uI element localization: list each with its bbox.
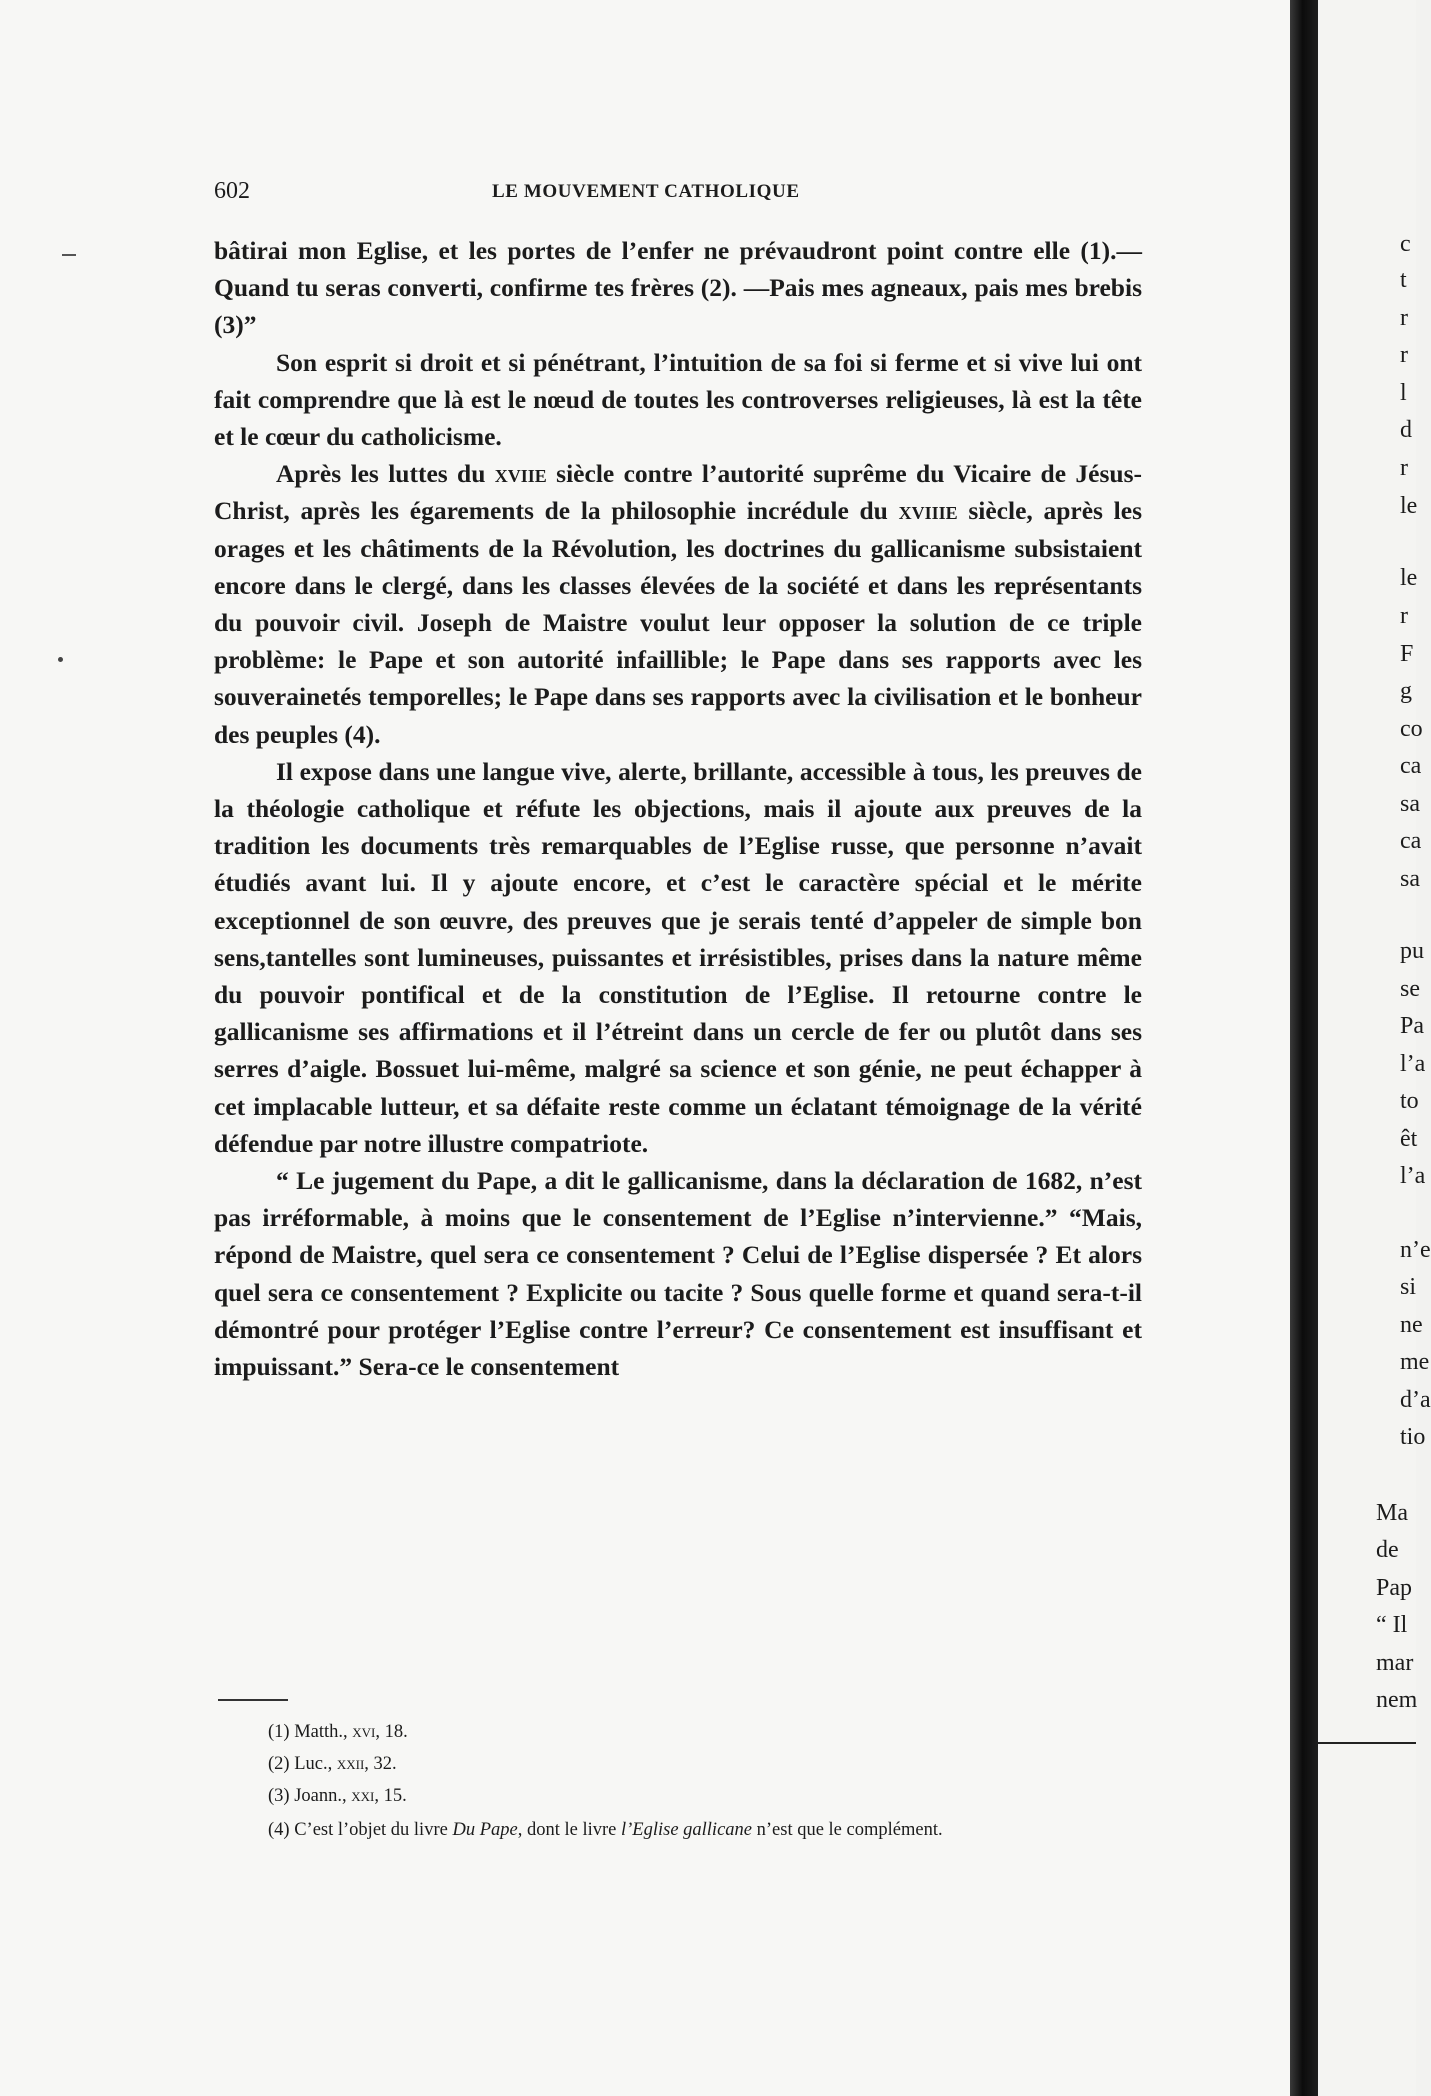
- paragraph-3: [214, 455, 1142, 753]
- facing-page-fragment: sa: [1400, 866, 1420, 892]
- footnote-4-text-b: , dont le livre: [517, 1820, 621, 1840]
- page-header: [214, 178, 1142, 212]
- facing-page-fragment: pu: [1400, 938, 1424, 964]
- margin-mark: [62, 254, 76, 256]
- footnote-1-number: (1): [268, 1722, 290, 1742]
- facing-page-fragment: ca: [1400, 753, 1422, 779]
- running-head: LE MOUVEMENT CATHOLIQUE: [492, 181, 800, 202]
- footnote-4-text-c: n’est que le complément.: [752, 1820, 943, 1840]
- facing-page-fragment: t: [1400, 267, 1407, 293]
- facing-page-fragment: l: [1400, 380, 1407, 406]
- facing-page-fragment: ca: [1400, 828, 1422, 854]
- century-17: xviie: [494, 459, 547, 489]
- facing-page-fragment: me: [1400, 1349, 1430, 1375]
- facing-page-fragment: ne: [1400, 1312, 1423, 1338]
- facing-page-fragment: le: [1400, 493, 1418, 519]
- facing-page-fragment: l’a: [1400, 1051, 1426, 1077]
- footnote-3-number: (3): [268, 1786, 290, 1806]
- book-spine-shadow: [1290, 0, 1318, 2096]
- facing-page-fragment: to: [1400, 1088, 1419, 1114]
- facing-page-fragment: Pap: [1376, 1575, 1412, 1601]
- footnote-4: [214, 1818, 1142, 1842]
- footnote-3: [214, 1780, 1142, 1812]
- facing-page-fragment: l’a: [1400, 1163, 1426, 1189]
- footnote-4-title-2: l’Eglise gallicane: [620, 1820, 752, 1840]
- footnote-1-source: Matth.,: [294, 1722, 353, 1742]
- facing-page-fragment: Pa: [1400, 1013, 1424, 1039]
- margin-speck: [58, 657, 63, 662]
- facing-page-fragment: sa: [1400, 791, 1420, 817]
- facing-page-fragment: se: [1400, 976, 1420, 1002]
- facing-page-fragment: tio: [1400, 1424, 1426, 1450]
- footnote-3-chapter: xxi: [351, 1786, 375, 1806]
- footnote-4-number: (4): [268, 1820, 290, 1840]
- footnote-3-source: Joann.,: [294, 1786, 352, 1806]
- paragraph-3-part-c: siècle, après les orages et les châtiments de la Révolution, les doctrines du gallicanisme subsistaient encore dans le clergé, dans les classes élevées de la société et dans les représentants du pouvoir civil. Joseph de Maistre voulut leur opposer la solution de ce triple problème: le Pape et son autorité infaillible; le Pape dans ses rapports avec les souverainetés temporelles; le Pape dans ses rapports avec la civilisation et le bonheur des peuples (4).: [214, 496, 1143, 749]
- facing-page-fragment: r: [1400, 342, 1408, 368]
- footnote-2-verse: , 32.: [364, 1754, 397, 1774]
- footnote-2-chapter: xxii: [336, 1754, 365, 1774]
- facing-page-fragment: Ma: [1376, 1500, 1408, 1526]
- facing-page-fragment: le: [1400, 565, 1418, 591]
- facing-page-fragment: nem: [1376, 1687, 1418, 1713]
- footnote-3-verse: , 15.: [374, 1786, 407, 1806]
- footnote-1-verse: , 18.: [375, 1722, 408, 1742]
- facing-page-fragment: mar: [1376, 1650, 1414, 1676]
- page-number: 602: [214, 178, 250, 204]
- century-18: xviiie: [898, 496, 958, 526]
- footnote-2-number: (2): [268, 1754, 290, 1774]
- footnote-4-title-1: Du Pape: [452, 1820, 518, 1840]
- footnote-1: [214, 1716, 1142, 1748]
- paragraph-5: “ Le jugement du Pape, a dit le gallicanisme, dans la déclaration de 1682, n’est pas irréformable, à moins que le consentement de l’Eglise n’intervienne.” “Mais, répond de Maistre, quel sera ce consentement ? Celui de l’Eglise dispersée ? Et alors quel sera ce consentement ? Explicite ou tacite ? Sous quelle forme et quand sera-t-il démontré pour protéger l’Eglise contre l’erreur? Ce consentement est insuffisant et impuissant.” Sera-ce le consentement: [214, 1166, 1142, 1382]
- facing-page-fragment: êt: [1400, 1126, 1418, 1152]
- facing-page-fragment: co: [1400, 716, 1423, 742]
- paragraph-3-part-a: Après les luttes du: [276, 459, 495, 489]
- footnote-4-text-a: C’est l’objet du livre: [294, 1820, 453, 1840]
- facing-page-fragment: si: [1400, 1274, 1417, 1300]
- facing-page-fragment: d: [1400, 417, 1412, 443]
- footnote-2-source: Luc.,: [294, 1754, 337, 1774]
- facing-page-fragment: r: [1400, 305, 1408, 331]
- paragraph-4: Il expose dans une langue vive, alerte, brillante, accessible à tous, les preuves de la théologie catholique et réfute les objections, mais il ajoute aux preuves de la tradition les documents très remarquables de l’Eglise russe, que personne n’avait étudiés avant lui. Il y ajoute encore, et c’est le caractère spécial et le mérite exceptionnel de son œuvre, des preuves que je serais tenté d’appeler de simple bon sens,tantelles sont lumineuses, puissantes et irrésistibles, prises dans la nature même du pouvoir pontifical et de la constitution de l’Eglise. Il retourne contre le gallicanisme ses affirmations et il l’étreint dans un cercle de fer ou plutôt dans ses serres d’aigle. Bossuet lui-même, malgré sa science et son génie, ne peut échapper à cet implacable lutteur, et sa défaite reste comme un éclatant témoignage de la vérité défendue par notre illustre compatriote.: [214, 756, 1142, 1158]
- facing-page-fragment: d’a: [1400, 1387, 1431, 1413]
- body-text: [214, 232, 1142, 1385]
- footnotes: [214, 1716, 1142, 1842]
- paragraph-1: bâtirai mon Eglise, et les portes de l’enfer ne prévaudront point contre elle (1).—Quand tu seras converti, confirme tes frères (2). —Pais mes agneaux, pais mes brebis (3)”: [214, 236, 1142, 340]
- facing-page-fragment: “ Il: [1376, 1612, 1408, 1638]
- footnote-1-chapter: xvi: [352, 1722, 376, 1742]
- footnote-rule: [218, 1699, 288, 1701]
- facing-page-fragment: n’e: [1400, 1237, 1431, 1263]
- facing-page-footnote-rule: [1318, 1742, 1416, 1744]
- facing-page-fragment: r: [1400, 455, 1408, 481]
- facing-page-fragment: r: [1400, 603, 1408, 629]
- facing-page-fragment: F: [1400, 641, 1414, 667]
- facing-page-fragment: g: [1400, 678, 1412, 704]
- footnote-2: [214, 1748, 1142, 1780]
- facing-page-fragment: c: [1400, 231, 1411, 257]
- facing-page-fragment: de: [1376, 1537, 1399, 1563]
- paragraph-3-part-b: siècle contre l’autorité suprême du Vicaire de Jésus-Christ, après les égarements de la philosophie incrédule du: [214, 459, 1142, 526]
- paragraph-2: Son esprit si droit et si pénétrant, l’intuition de sa foi si ferme et si vive lui ont fait comprendre que là est le nœud de toutes les controverses religieuses, là est la tête et le cœur du catholicisme.: [214, 347, 1142, 452]
